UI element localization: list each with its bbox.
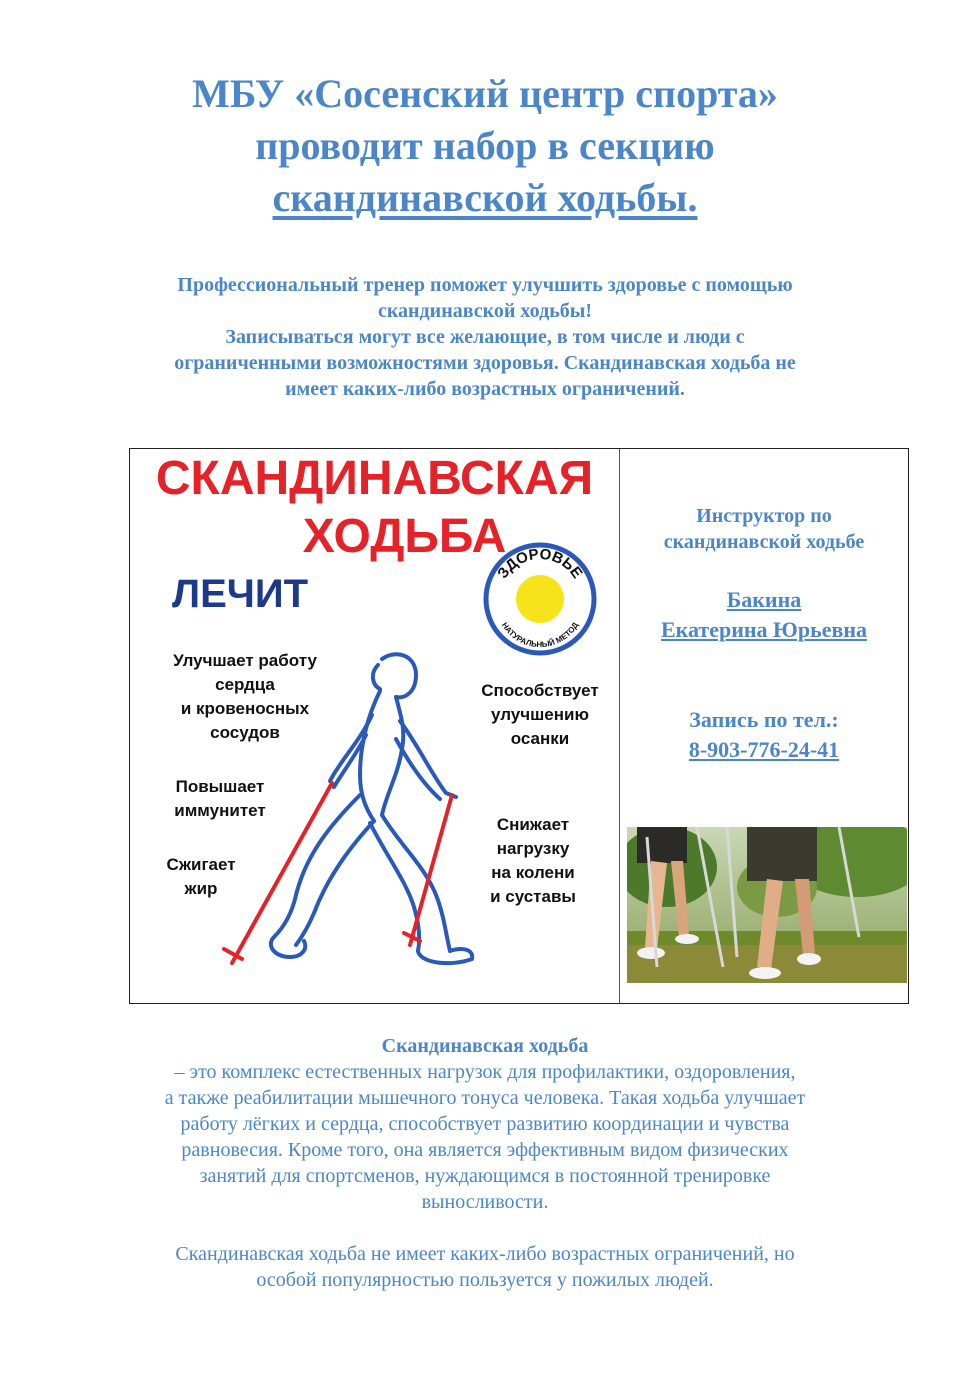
- description-line-6: выносливости.: [421, 1191, 549, 1213]
- description-line-3: работу лёгких и сердца, способствует развитию координации и чувства: [180, 1113, 790, 1135]
- description-p2-line-1: Скандинавская ходьба не имеет каких-либо возрастных ограничений, но: [175, 1243, 795, 1265]
- benefit-posture-line-2: улучшению: [491, 705, 589, 724]
- benefit-posture-line-3: осанки: [510, 729, 570, 748]
- benefit-joints-line-3: на колени: [491, 863, 575, 882]
- benefit-heart-line-4: сосудов: [210, 723, 280, 742]
- nordic-walking-poster: [130, 449, 619, 1003]
- intro-text: [120, 272, 850, 402]
- benefit-fat-line-1: Сжигает: [166, 855, 236, 874]
- badge-top-text: ЗДОРОВЬЕ: [494, 545, 586, 582]
- instructor-title-line-2: скандинавской ходьбе: [663, 531, 865, 553]
- phone-label: Запись по тел.:: [689, 707, 839, 732]
- intro-line-3: Записываться могут все желающие, в том числе и люди с: [225, 326, 745, 348]
- description-line-2: а также реабилитации мышечного тонуса человека. Такая ходьба улучшает: [164, 1087, 806, 1109]
- benefit-heart-line-3: и кровеносных: [180, 699, 310, 718]
- title-line-3: [0, 172, 970, 224]
- benefit-joints: [478, 813, 588, 909]
- description-line-4: равновесия. Кроме того, она является эффективным видом физических: [181, 1139, 789, 1161]
- intro-line-5: имеет каких-либо возрастных ограничений.: [285, 378, 685, 400]
- instructor-name-line-1: Бакина: [726, 587, 802, 612]
- benefit-heart-line-1: Улучшает работу: [173, 651, 317, 670]
- benefit-joints-line-1: Снижает: [496, 815, 570, 834]
- title-line-2: проводит набор в секцию: [255, 123, 715, 168]
- instructor-name: [620, 585, 908, 645]
- benefit-heart-line-2: сердца: [215, 675, 275, 694]
- walkers-photo: [627, 827, 907, 983]
- intro-line-2: скандинавской ходьбы!: [377, 300, 593, 322]
- poster-title-line-3: ЛЕЧИТ: [172, 572, 309, 616]
- benefit-immunity-line-1: Повышает: [175, 777, 265, 796]
- instructor-title: [620, 503, 908, 555]
- badge-bottom-text: НАТУРАЛЬНЫЙ МЕТОД: [499, 620, 581, 650]
- info-frame: [129, 448, 909, 1004]
- benefit-immunity-line-2: иммунитет: [174, 801, 266, 820]
- instructor-name-line-2: Екатерина Юрьевна: [660, 617, 868, 642]
- description-p2-line-2: особой популярностью пользуется у пожилых людей.: [256, 1269, 714, 1291]
- phone-number[interactable]: 8-903-776-24-41: [688, 737, 840, 762]
- poster-title-line-1: СКАНДИНАВСКАЯ: [155, 452, 594, 505]
- health-badge-icon: [482, 541, 598, 657]
- benefit-fat-line-2: жир: [184, 879, 218, 898]
- description-line-5: занятий для спортсменов, нуждающимся в постоянной тренировке: [199, 1165, 771, 1187]
- benefit-joints-line-4: и суставы: [490, 887, 576, 906]
- description: [110, 1033, 860, 1293]
- intro-line-4: ограниченными возможностями здоровья. Скандинавская ходьба не: [174, 352, 796, 374]
- title-line-3-text: скандинавской ходьбы.: [272, 175, 698, 220]
- benefit-posture: [465, 679, 615, 751]
- poster-title-line-2: ХОДЬБА: [302, 510, 507, 563]
- intro-line-1: Профессиональный тренер поможет улучшить здоровье с помощью: [177, 274, 793, 296]
- instructor-title-line-1: Инструктор по: [696, 505, 832, 527]
- benefit-joints-line-2: нагрузку: [496, 839, 570, 858]
- page-title: [0, 68, 970, 224]
- title-line-1: МБУ «Сосенский центр спорта»: [192, 71, 778, 116]
- nordic-walker-illustration: [210, 645, 480, 985]
- description-title: Скандинавская ходьба: [381, 1035, 589, 1057]
- sun-icon: [516, 575, 564, 623]
- benefit-posture-line-1: Способствует: [481, 681, 599, 700]
- description-line-1: – это комплекс естественных нагрузок для профилактики, оздоровления,: [174, 1061, 796, 1083]
